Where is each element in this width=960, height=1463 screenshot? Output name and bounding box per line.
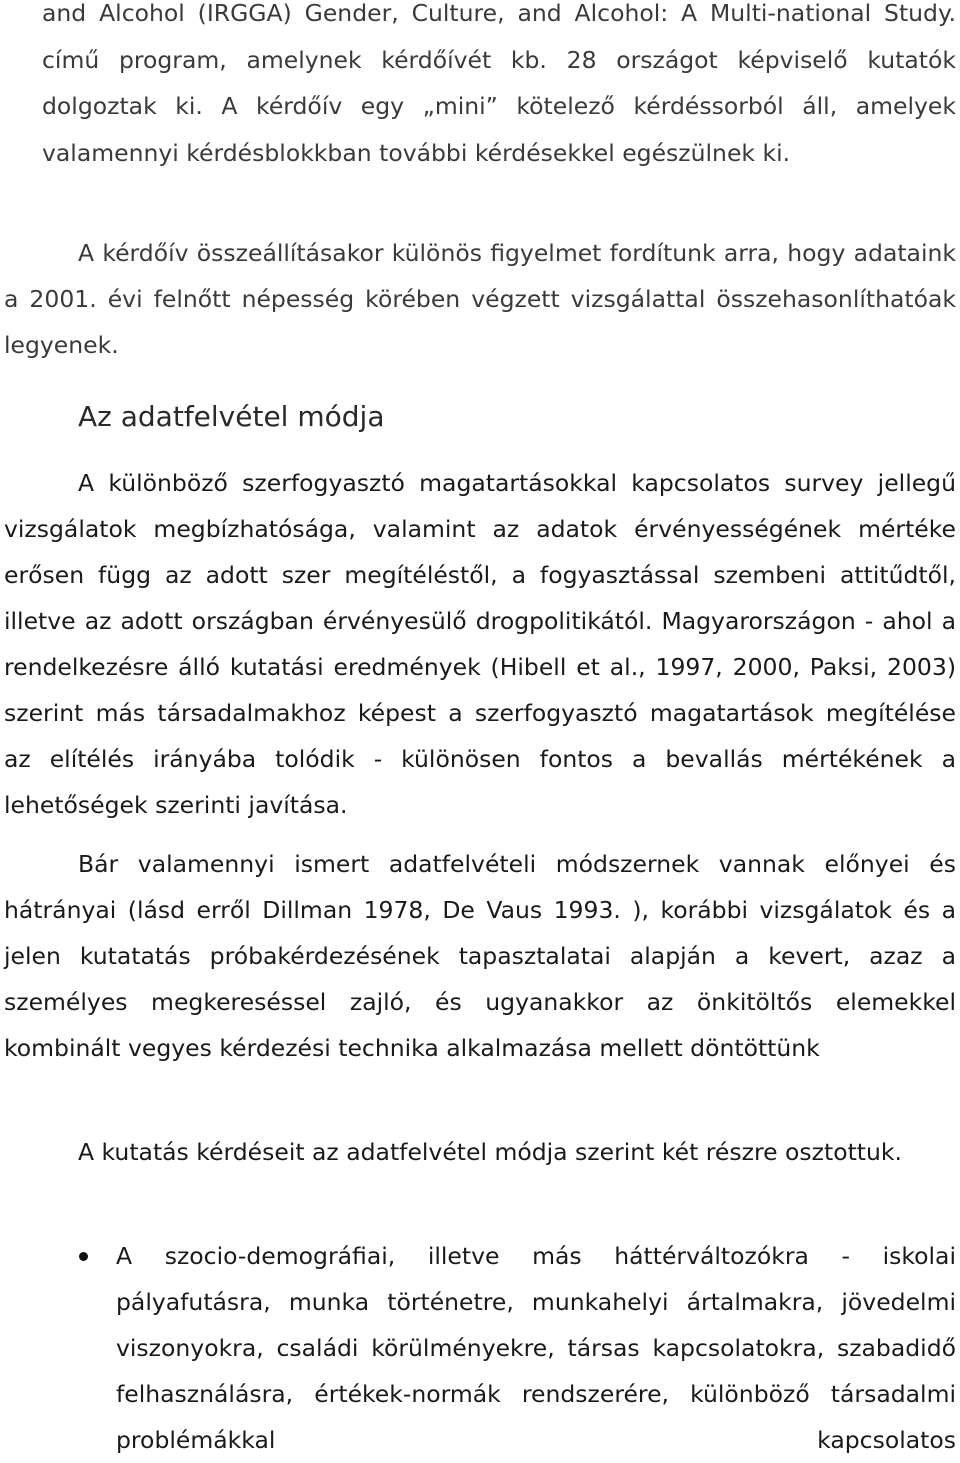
paragraph-data-collection-method: Bár valamennyi ismert adatfelvételi módszernek vannak előnyei és hátrányai (lásd erről Dillman 1978, De Vaus 1993. ), korábbi vizsgálatok és a jelen kutatatás próbakérdezésének tapasztalatai alapján a kevert, azaz a személyes megkereséssel zajló, és ugyanakkor az önkitöltős elemekkel kombinált vegyes kérdezési technika alkalmazása mellett döntöttünk: [4, 850, 956, 1062]
list-item: [116, 1233, 956, 1463]
bullet-list: [0, 1233, 960, 1463]
intro-paragraph: and Alcohol (IRGGA) Gender, Culture, and Alcohol: A Multi-national Study. című program, amelynek kérdőívét kb. 28 országot képviselő kutatók dolgoztak ki. A kérdőív egy „mini” kötelező kérdéssorból áll, amelyek valamennyi kérdésblokkban további kérdésekkel egészülnek ki.: [42, 0, 956, 167]
list-item-text: A szocio-demográfiai, illetve más háttérváltozókra - iskolai pályafutásra, munka történetre, munkahelyi ártalmakra, jövedelmi viszonyokra, családi körülményekre, társas kapcsolatokra, szabadidő felhasználásra, értékek-normák rendszerére, különböző társadalmi problémákkal kapcsolatos: [116, 1242, 956, 1454]
paragraph-comparability: A kérdőív összeállításakor különös figyelmet fordítunk arra, hogy adataink a 2001. évi felnőtt népesség körében végzett vizsgálattal összehasonlíthatóak legyenek.: [4, 239, 956, 359]
paragraph-question-split: A kutatás kérdéseit az adatfelvétel módja szerint két részre osztottuk.: [78, 1138, 902, 1166]
bullet-icon: [79, 1252, 88, 1261]
section-heading: Az adatfelvétel módja: [78, 400, 385, 433]
paragraph-survey-reliability: A különböző szerfogyasztó magatartásokkal kapcsolatos survey jellegű vizsgálatok megbízhatósága, valamint az adatok érvényességének mértéke erősen függ az adott szer megítéléstől, a fogyasztással szembeni attitűdtől, illetve az adott országban érvényesülő drogpolitikától. Magyarországon - ahol a rendelkezésre álló kutatási eredmények (Hibell et al., 1997, 2000, Paksi, 2003) szerint más társadalmakhoz képest a szerfogyasztó magatartások megítélése az elítélés irányába tolódik - különösen fontos a bevallás mértékének a lehetőségek szerinti javítása.: [4, 469, 956, 819]
